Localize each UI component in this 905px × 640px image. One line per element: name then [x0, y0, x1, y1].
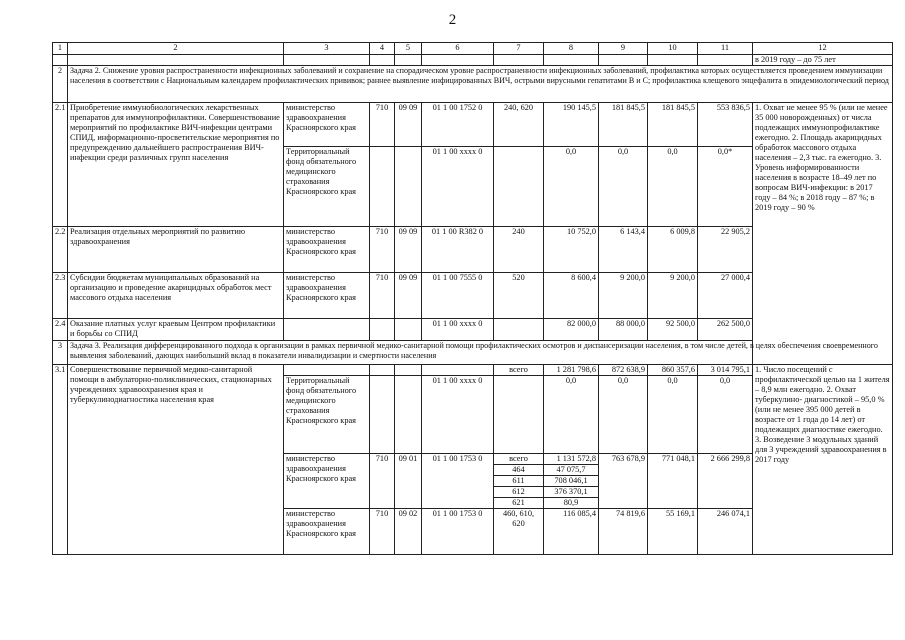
year3-value: 860 357,6 — [648, 365, 698, 376]
task-number: 2 — [53, 66, 68, 103]
year2-value: 88 000,0 — [599, 319, 648, 341]
vr-code: 520 — [494, 273, 544, 319]
col-num: 10 — [648, 43, 698, 55]
col-num: 11 — [698, 43, 753, 55]
col-num: 4 — [370, 43, 395, 55]
grbs-code: 710 — [370, 508, 395, 554]
total-value: 262 500,0 — [698, 319, 753, 341]
activity-name: Реализация отдельных мероприятий по развитию здравоохранения — [68, 227, 284, 273]
task-row — [53, 341, 893, 365]
rzpr-code: 09 09 — [395, 103, 422, 147]
row-number: 2.2 — [53, 227, 68, 273]
year1-value: 0,0 — [544, 147, 599, 227]
expected-result: 1. Охват не менее 95 % (или не менее 35 000 новорожденных) от числа подлежащих иммунопрофилактике ежегодно. 2. Площадь акарицидных обработок массового отдыха населения – 2,3 тыс. га ежегодно. 3. Уровень информированности населения в возрасте 18–49 лет по вопросам ВИЧ-инфекции: в 2017 году – 84 %; в 2018 году – 87 %; в 2019 году – 90 % — [753, 103, 893, 365]
total-value: 2 666 299,8 — [698, 453, 753, 508]
total-value: 0,0 — [698, 375, 753, 453]
col-num: 12 — [753, 43, 893, 55]
year3-value: 0,0 — [648, 147, 698, 227]
year3-value: 0,0 — [648, 375, 698, 453]
col-num: 1 — [53, 43, 68, 55]
executor: министерство здравоохранения Красноярского края — [284, 273, 370, 319]
table-row — [53, 365, 893, 376]
rzpr-code: 09 02 — [395, 508, 422, 554]
year1-value: 47 075,7 — [544, 464, 599, 475]
activity-name: Оказание платных услуг краевым Центром профилактики и борьбы со СПИД — [68, 319, 284, 341]
csr-code: 01 1 00 xxxx 0 — [422, 375, 494, 453]
col-num: 9 — [599, 43, 648, 55]
vr-code: всего — [494, 365, 544, 376]
total-value: 553 836,5 — [698, 103, 753, 147]
col-num: 8 — [544, 43, 599, 55]
expected-result: 1. Число посещений с профилактической целью на 1 жителя – 8,9 млн ежегодно. 2. Охват туберкулино- диагностикой – 95,0 % (или не менее 395 000 детей в возрасте от 1 года до 14 лет) от подлежащих диагностике ежегодно. 3. Возведение 3 модульных зданий для 3 учреждений здравоохранения в 2017 году — [753, 365, 893, 555]
executor: Территориальный фонд обязательного медицинского страхования Красноярского края — [284, 147, 370, 227]
year1-value: 190 145,5 — [544, 103, 599, 147]
year2-value: 6 143,4 — [599, 227, 648, 273]
rzpr-code: 09 09 — [395, 273, 422, 319]
year1-value: 116 085,4 — [544, 508, 599, 554]
rzpr-code: 09 09 — [395, 227, 422, 273]
col-num: 3 — [284, 43, 370, 55]
year2-value: 0,0 — [599, 375, 648, 453]
year2-value: 0,0 — [599, 147, 648, 227]
year1-value: 10 752,0 — [544, 227, 599, 273]
vr-code: 611 — [494, 475, 544, 486]
vr-code: 612 — [494, 486, 544, 497]
year1-value: 0,0 — [544, 375, 599, 453]
page-number: 2 — [448, 12, 457, 28]
year2-value: 181 845,5 — [599, 103, 648, 147]
csr-code: 01 1 00 7555 0 — [422, 273, 494, 319]
year1-value: 708 046,1 — [544, 475, 599, 486]
col-num: 6 — [422, 43, 494, 55]
task-row — [53, 66, 893, 103]
grbs-code: 710 — [370, 273, 395, 319]
col-num: 5 — [395, 43, 422, 55]
row-number: 2.1 — [53, 103, 68, 227]
executor: министерство здравоохранения Красноярского края — [284, 453, 370, 508]
continuation-row — [53, 55, 893, 66]
vr-code: 240 — [494, 227, 544, 273]
column-number-row — [53, 43, 893, 55]
year3-value: 771 048,1 — [648, 453, 698, 508]
total-value: 0,0* — [698, 147, 753, 227]
csr-code: 01 1 00 xxxx 0 — [422, 319, 494, 341]
program-table — [52, 42, 893, 555]
row-number: 3.1 — [53, 365, 68, 555]
year1-value: 1 281 798,6 — [544, 365, 599, 376]
year2-value: 9 200,0 — [599, 273, 648, 319]
continued-note: в 2019 году – до 75 лет — [753, 55, 893, 66]
total-value: 3 014 795,1 — [698, 365, 753, 376]
executor: министерство здравоохранения Красноярского края — [284, 103, 370, 147]
total-value: 246 074,1 — [698, 508, 753, 554]
year3-value: 92 500,0 — [648, 319, 698, 341]
vr-code: всего — [494, 453, 544, 464]
year3-value: 6 009,8 — [648, 227, 698, 273]
col-num: 2 — [68, 43, 284, 55]
year1-value: 1 131 572,8 — [544, 453, 599, 464]
year1-value: 80,9 — [544, 497, 599, 508]
total-value: 27 000,4 — [698, 273, 753, 319]
executor: министерство здравоохранения Красноярского края — [284, 508, 370, 554]
csr-code: 01 1 00 R382 0 — [422, 227, 494, 273]
task-text: Задача 3. Реализация дифференцированного подхода к организации в рамках первичной медико-санитарной помощи профилактических осмотров и диспансеризации населения, в том числе детей, в целях обеспечения своевременного выявления заболеваний, дающих наибольший вклад в показатели инвалидизации и смертности населения — [68, 341, 893, 365]
year3-value: 9 200,0 — [648, 273, 698, 319]
grbs-code: 710 — [370, 453, 395, 508]
task-number: 3 — [53, 341, 68, 365]
csr-code: 01 1 00 1752 0 — [422, 103, 494, 147]
vr-code: 621 — [494, 497, 544, 508]
table-row — [53, 103, 893, 147]
grbs-code: 710 — [370, 103, 395, 147]
year1-value: 376 370,1 — [544, 486, 599, 497]
year2-value: 872 638,9 — [599, 365, 648, 376]
row-number: 2.4 — [53, 319, 68, 341]
year2-value: 763 678,9 — [599, 453, 648, 508]
year2-value: 74 819,6 — [599, 508, 648, 554]
vr-code: 460, 610, 620 — [494, 508, 544, 554]
task-text: Задача 2. Снижение уровня распространенности инфекционных заболеваний и сохранение на спорадическом уровне распространенности инфекционных заболеваний, профилактика которых осуществляется проведением иммунизации населения в соответствии с Национальным календарем профилактических прививок; раннее выявление инфицированных ВИЧ, острыми вирусными гепатитами В и С; профилактика клещевого энцефалита в эпидемиологический период — [68, 66, 893, 103]
year3-value: 181 845,5 — [648, 103, 698, 147]
year1-value: 82 000,0 — [544, 319, 599, 341]
executor: министерство здравоохранения Красноярского края — [284, 227, 370, 273]
activity-name: Субсидии бюджетам муниципальных образований на организацию и проведение акарицидных обработок мест массового отдыха населения — [68, 273, 284, 319]
row-number: 2.3 — [53, 273, 68, 319]
year3-value: 55 169,1 — [648, 508, 698, 554]
grbs-code: 710 — [370, 227, 395, 273]
vr-code: 464 — [494, 464, 544, 475]
vr-code: 240, 620 — [494, 103, 544, 147]
activity-name: Совершенствование первичной медико-санитарной помощи в амбулаторно-поликлинических, стационарных учреждениях здравоохранения края и туберкулинодиагностика населения края — [68, 365, 284, 555]
activity-name: Приобретение иммунобиологических лекарственных препаратов для иммунопрофилактики. Совершенствование мероприятий по профилактике ВИЧ-инфекции центрами СПИД, информационно-просветительские мероприятия по предупреждению дальнейшего распространения ВИЧ-инфекции среди различных групп населения — [68, 103, 284, 227]
year1-value: 8 600,4 — [544, 273, 599, 319]
csr-code: 01 1 00 1753 0 — [422, 508, 494, 554]
rzpr-code: 09 01 — [395, 453, 422, 508]
csr-code: 01 1 00 1753 0 — [422, 453, 494, 508]
csr-code: 01 1 00 xxxx 0 — [422, 147, 494, 227]
total-value: 22 905,2 — [698, 227, 753, 273]
col-num: 7 — [494, 43, 544, 55]
executor: Территориальный фонд обязательного медицинского страхования Красноярского края — [284, 375, 370, 453]
